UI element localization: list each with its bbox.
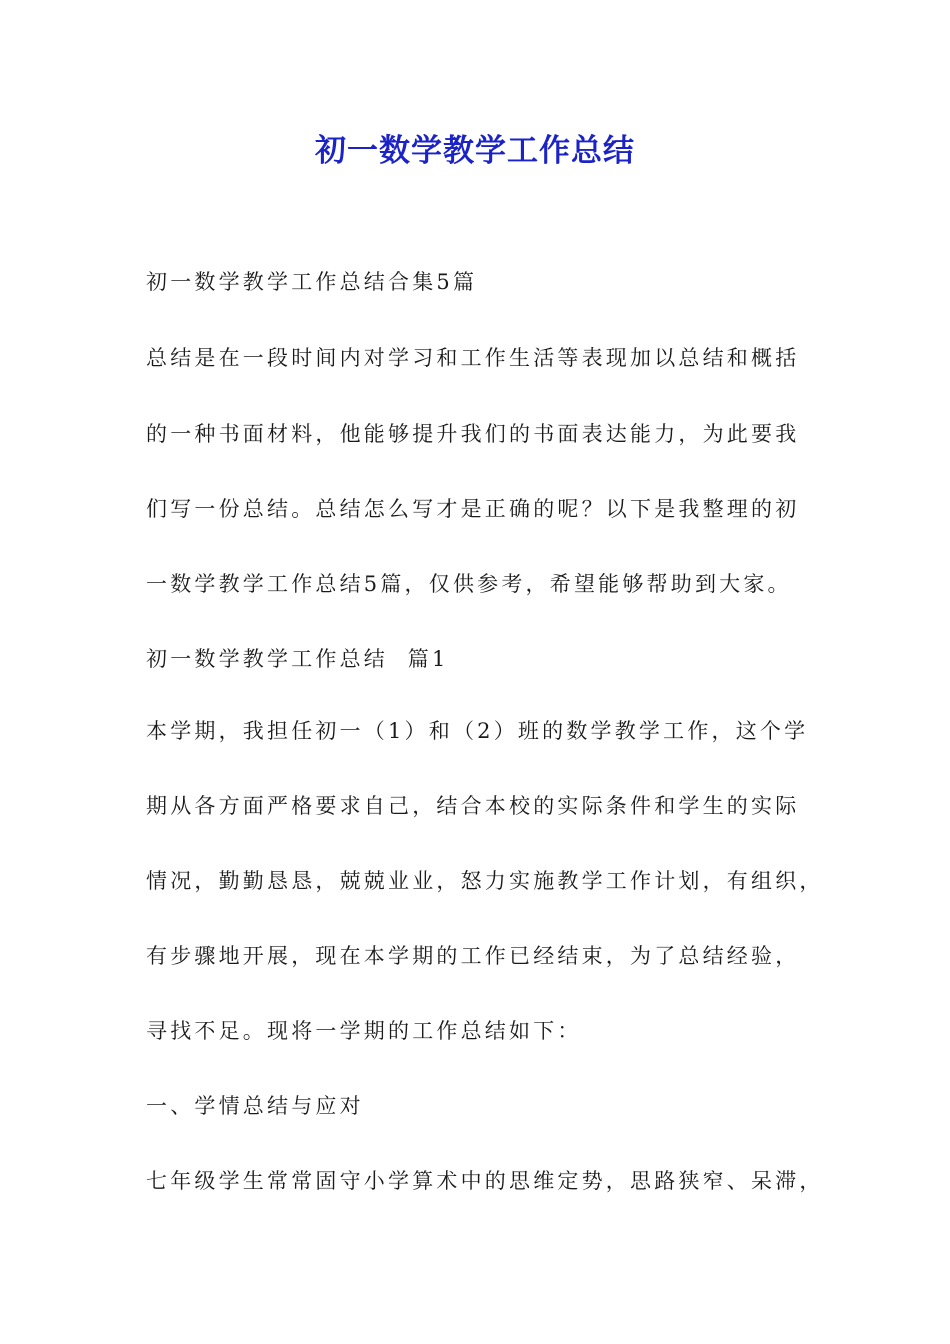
document-subtitle: 初一数学教学工作总结合集5篇: [146, 270, 478, 294]
paragraph-line: 情况，勤勤恳恳，兢兢业业，怒力实施教学工作计划，有组织，: [146, 869, 824, 893]
paragraph-line: 七年级学生常常固守小学算术中的思维定势，思路狭窄、呆滞，: [146, 1169, 824, 1193]
intro-line: 的一种书面材料，他能够提升我们的书面表达能力，为此要我: [146, 422, 800, 446]
paragraph-line: 有步骤地开展，现在本学期的工作已经结束，为了总结经验，: [146, 944, 800, 968]
intro-line: 们写一份总结。总结怎么写才是正确的呢？以下是我整理的初: [146, 497, 800, 521]
article-heading: 初一数学教学工作总结 篇1: [146, 647, 449, 671]
document-title: 初一数学教学工作总结: [315, 133, 635, 169]
paragraph-line: 本学期，我担任初一（1）和（2）班的数学教学工作，这个学: [146, 719, 809, 743]
paragraph-line: 期从各方面严格要求自己，结合本校的实际条件和学生的实际: [146, 794, 800, 818]
intro-line: 总结是在一段时间内对学习和工作生活等表现加以总结和概括: [146, 346, 800, 370]
intro-line: 一数学教学工作总结5篇，仅供参考，希望能够帮助到大家。: [146, 572, 792, 596]
paragraph-line: 寻找不足。现将一学期的工作总结如下：: [146, 1019, 582, 1043]
section-heading: 一、学情总结与应对: [146, 1094, 364, 1118]
